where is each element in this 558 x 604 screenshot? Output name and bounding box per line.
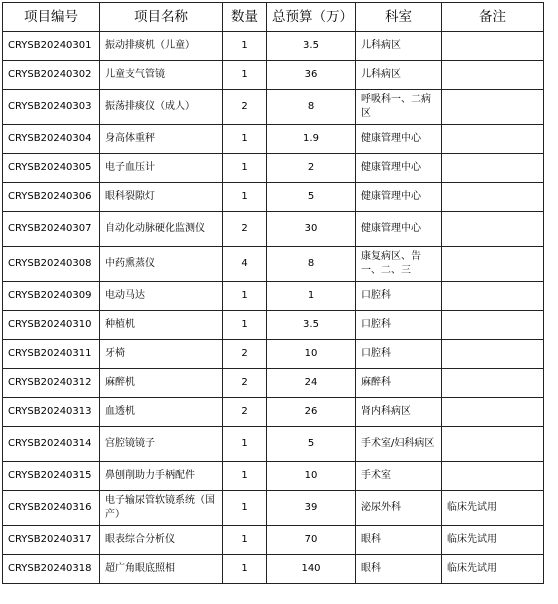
table-row [3,555,544,584]
header-remarks: 备注 [442,3,544,32]
table-row [3,154,544,183]
cell-project-code: CRYSB20240309 [3,282,100,311]
cell-total-budget: 5 [267,183,356,212]
cell-total-budget: 24 [267,369,356,398]
cell-department: 眼科 [356,555,442,584]
cell-total-budget: 2 [267,154,356,183]
cell-total-budget: 1.9 [267,125,356,154]
header-department: 科室 [356,3,442,32]
table-row [3,183,544,212]
cell-quantity: 1 [223,183,267,212]
cell-remarks [442,462,544,491]
cell-quantity: 1 [223,282,267,311]
header-project-name: 项目名称 [100,3,223,32]
cell-remarks [442,125,544,154]
cell-project-code: CRYSB20240311 [3,340,100,369]
table-row [3,427,544,462]
cell-department: 口腔科 [356,282,442,311]
cell-quantity: 1 [223,32,267,61]
cell-total-budget: 140 [267,555,356,584]
cell-quantity: 1 [223,154,267,183]
procurement-table [2,2,544,584]
cell-project-name: 电子输尿管软镜系统（国产） [100,491,223,526]
cell-remarks [442,398,544,427]
cell-project-code: CRYSB20240310 [3,311,100,340]
cell-department: 健康管理中心 [356,183,442,212]
cell-department: 肾内科病区 [356,398,442,427]
header-project-code: 项目编号 [3,3,100,32]
cell-remarks: 临床先试用 [442,491,544,526]
cell-total-budget: 3.5 [267,311,356,340]
cell-project-name: 种植机 [100,311,223,340]
table-row [3,61,544,90]
cell-project-code: CRYSB20240315 [3,462,100,491]
cell-remarks [442,247,544,282]
cell-project-name: 自动化动脉硬化监测仪 [100,212,223,247]
cell-total-budget: 3.5 [267,32,356,61]
cell-project-name: 电动马达 [100,282,223,311]
cell-project-name: 宫腔镜镜子 [100,427,223,462]
cell-project-code: CRYSB20240308 [3,247,100,282]
cell-remarks [442,311,544,340]
table-row [3,311,544,340]
cell-total-budget: 10 [267,462,356,491]
cell-total-budget: 36 [267,61,356,90]
cell-project-name: 眼表综合分析仪 [100,526,223,555]
cell-quantity: 1 [223,125,267,154]
cell-department: 眼科 [356,526,442,555]
cell-project-code: CRYSB20240313 [3,398,100,427]
table-row [3,526,544,555]
table-row [3,125,544,154]
cell-remarks: 临床先试用 [442,526,544,555]
cell-remarks [442,61,544,90]
cell-department: 健康管理中心 [356,154,442,183]
cell-quantity: 2 [223,90,267,125]
cell-quantity: 2 [223,212,267,247]
table-body [3,32,544,584]
cell-quantity: 1 [223,462,267,491]
cell-quantity: 1 [223,311,267,340]
cell-project-name: 眼科裂隙灯 [100,183,223,212]
cell-project-name: 电子血压计 [100,154,223,183]
table-row [3,340,544,369]
cell-department: 口腔科 [356,340,442,369]
cell-department: 麻醉科 [356,369,442,398]
cell-project-name: 中药熏蒸仪 [100,247,223,282]
cell-remarks [442,340,544,369]
table-row [3,462,544,491]
cell-total-budget: 5 [267,427,356,462]
cell-quantity: 2 [223,369,267,398]
table-row [3,369,544,398]
cell-department: 健康管理中心 [356,125,442,154]
cell-project-code: CRYSB20240316 [3,491,100,526]
cell-project-code: CRYSB20240301 [3,32,100,61]
cell-remarks: 临床先试用 [442,555,544,584]
cell-quantity: 2 [223,398,267,427]
table-row [3,212,544,247]
cell-project-name: 超广角眼底照相 [100,555,223,584]
cell-department: 泌尿外科 [356,491,442,526]
cell-quantity: 2 [223,340,267,369]
cell-department: 康复病区、告一、二、三 [356,247,442,282]
cell-department: 手术室/妇科病区 [356,427,442,462]
cell-total-budget: 1 [267,282,356,311]
table-row [3,491,544,526]
cell-project-name: 振荡排痰仪（成人） [100,90,223,125]
cell-remarks [442,212,544,247]
table-row [3,90,544,125]
cell-department: 呼吸科一、二病区 [356,90,442,125]
cell-total-budget: 39 [267,491,356,526]
cell-quantity: 1 [223,61,267,90]
cell-project-code: CRYSB20240302 [3,61,100,90]
cell-department: 手术室 [356,462,442,491]
cell-project-code: CRYSB20240307 [3,212,100,247]
cell-quantity: 1 [223,427,267,462]
cell-project-name: 麻醉机 [100,369,223,398]
cell-project-code: CRYSB20240318 [3,555,100,584]
cell-project-name: 牙椅 [100,340,223,369]
cell-remarks [442,154,544,183]
cell-total-budget: 10 [267,340,356,369]
cell-department: 健康管理中心 [356,212,442,247]
cell-total-budget: 70 [267,526,356,555]
cell-project-code: CRYSB20240305 [3,154,100,183]
cell-total-budget: 8 [267,247,356,282]
cell-project-name: 振动排痰机（儿童） [100,32,223,61]
cell-project-name: 鼻刨削助力手柄配件 [100,462,223,491]
cell-remarks [442,282,544,311]
cell-total-budget: 8 [267,90,356,125]
cell-project-code: CRYSB20240314 [3,427,100,462]
cell-total-budget: 26 [267,398,356,427]
cell-total-budget: 30 [267,212,356,247]
cell-remarks [442,427,544,462]
cell-remarks [442,183,544,212]
cell-quantity: 1 [223,491,267,526]
cell-quantity: 4 [223,247,267,282]
cell-department: 口腔科 [356,311,442,340]
cell-project-name: 身高体重秤 [100,125,223,154]
table-row [3,32,544,61]
cell-remarks [442,32,544,61]
cell-quantity: 1 [223,555,267,584]
cell-project-name: 血透机 [100,398,223,427]
cell-remarks [442,90,544,125]
header-total-budget: 总预算（万） [267,3,356,32]
cell-department: 儿科病区 [356,32,442,61]
cell-project-code: CRYSB20240303 [3,90,100,125]
cell-project-code: CRYSB20240304 [3,125,100,154]
header-quantity: 数量 [223,3,267,32]
header-row [3,3,544,32]
table-row [3,398,544,427]
cell-quantity: 1 [223,526,267,555]
cell-department: 儿科病区 [356,61,442,90]
cell-remarks [442,369,544,398]
table-row [3,247,544,282]
cell-project-code: CRYSB20240312 [3,369,100,398]
cell-project-code: CRYSB20240306 [3,183,100,212]
cell-project-name: 儿童支气管镜 [100,61,223,90]
table-row [3,282,544,311]
cell-project-code: CRYSB20240317 [3,526,100,555]
